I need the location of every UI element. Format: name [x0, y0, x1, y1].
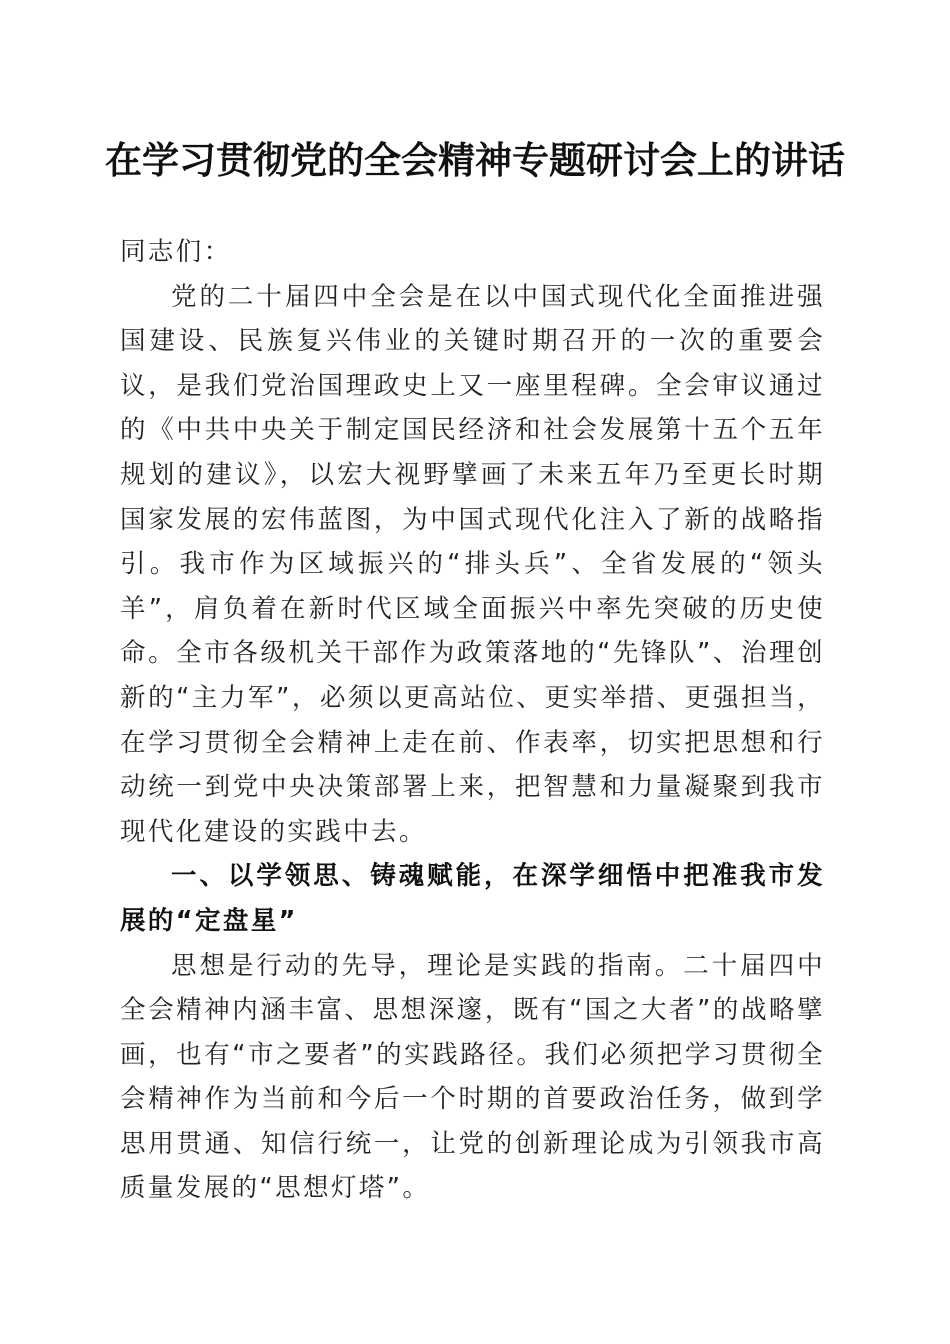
document-body: [120, 230, 825, 1211]
section-heading: 一、以学领思、铸魂赋能，在深学细悟中把准我市发展的“定盘星”: [120, 861, 825, 936]
section-paragraph: 思想是行动的先导，理论是实践的指南。二十届四中全会精神内涵丰富、思想深邃，既有“国之大者”的战略擘画，也有“市之要者”的实践路径。我们必须把学习贯彻全会精神作为当前和今后一个时期的首要政治任务，做到学思用贯通、知信行统一，让党的创新理论成为引领我市高质量发展的“思想灯塔”。: [120, 950, 825, 1204]
document-title: 在学习贯彻党的全会精神专题研讨会上的讲话: [105, 138, 845, 182]
intro-paragraph: 党的二十届四中全会是在以中国式现代化全面推进强国建设、民族复兴伟业的关键时期召开的一次的重要会议，是我们党治国理政史上又一座里程碑。全会审议通过的《中共中央关于制定国民经济和社会发展第十五个五年规划的建议》，以宏大视野擘画了未来五年乃至更长时期国家发展的宏伟蓝图，为中国式现代化注入了新的战略指引。我市作为区域振兴的“排头兵”、全省发展的“领头羊”，肩负着在新时代区域全面振兴中率先突破的历史使命。全市各级机关干部作为政策落地的“先锋队”、治理创新的“主力军”，必须以更高站位、更实举措、更强担当，在学习贯彻全会精神上走在前、作表率，切实把思想和行动统一到党中央决策部署上来，把智慧和力量凝聚到我市现代化建设的实践中去。: [120, 281, 825, 847]
salutation: 同志们：: [120, 237, 232, 267]
